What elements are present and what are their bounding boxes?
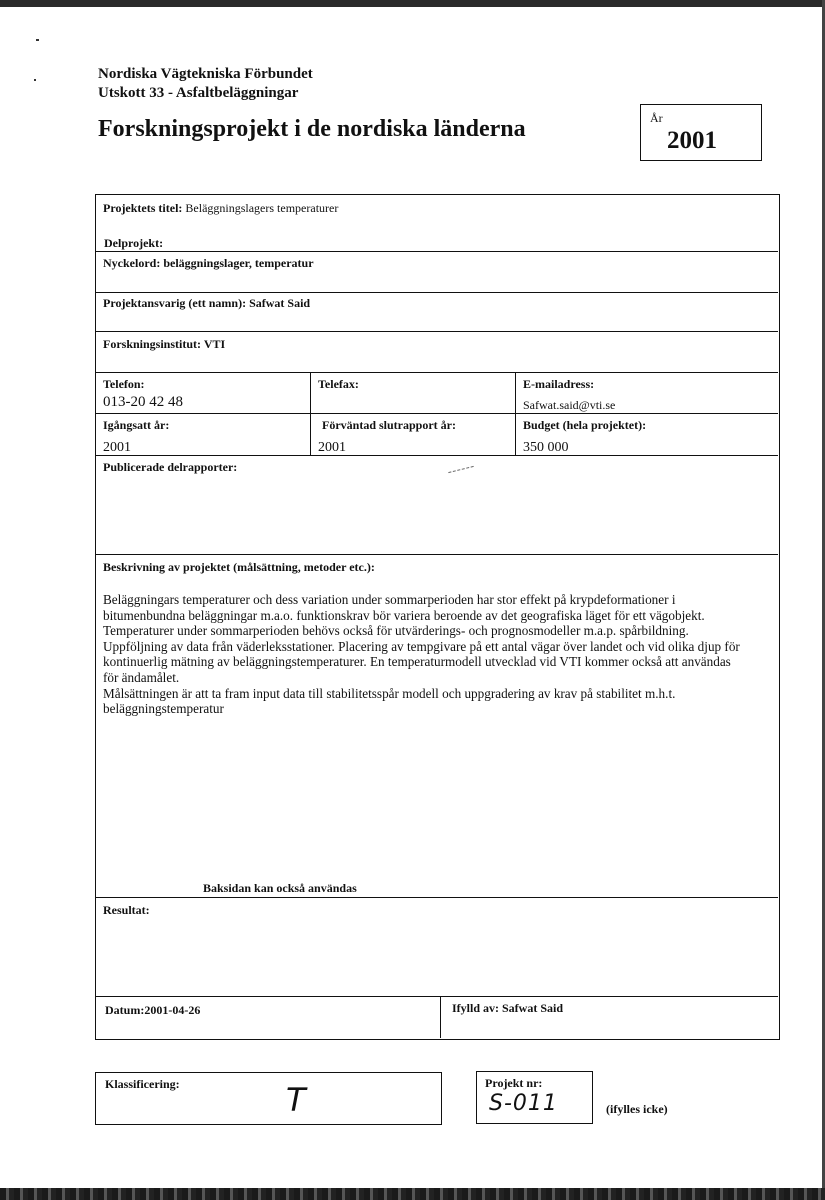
project-number-label: Projekt nr: [485,1076,543,1090]
row-divider [95,251,778,252]
institute-value: VTI [203,337,226,351]
scan-bottom-edge [0,1188,825,1200]
column-divider [310,372,311,455]
column-divider [515,372,516,455]
subproject-label: Delprojekt: [104,236,164,250]
started-value: 2001 [103,440,131,455]
description-line: för ändamålet. [103,669,180,685]
budget-label: Budget (hela projektet): [523,418,647,432]
row-divider [95,372,778,373]
not-filled-note: (ifylles icke) [606,1102,668,1116]
institute-field [103,337,225,352]
expected-report-value: 2001 [318,440,346,455]
responsible-value: Safwat Said [249,296,311,310]
project-title-label: Projektets titel: [103,201,183,215]
row-divider [95,554,778,555]
responsible-field [103,296,310,311]
row-divider [95,897,778,898]
row-divider [95,996,778,997]
project-title-field [103,201,338,216]
scan-speck [34,79,36,81]
institute-label: Forskningsinstitut: [103,337,202,351]
published-reports-label: Publicerade delrapporter: [103,460,238,474]
project-title-value: Beläggningslagers temperaturer [185,201,339,215]
backside-note: Baksidan kan också användas [203,881,357,895]
phone-label: Telefon: [103,377,145,391]
row-divider [95,331,778,332]
phone-value: 013-20 42 48 [103,394,183,410]
classification-value: T [286,1081,306,1119]
expected-report-label: Förväntad slutrapport år: [322,418,456,432]
date-field: Datum:2001-04-26 [105,1003,201,1017]
description-line: Målsättningen är att ta fram input data till stabilitetsspår modell och uppgradering av krav på stabilitet m.h.t. [103,685,676,701]
scan-top-edge [0,0,825,7]
description-line: beläggningstemperatur [103,701,224,717]
classification-box [95,1072,442,1125]
row-divider [95,292,778,293]
responsible-label: Projektansvarig (ett namn): [103,296,247,310]
organization-name: Nordiska Vägtekniska Förbundet [98,66,313,82]
description-text [103,592,793,717]
year-value: 2001 [667,127,717,154]
description-line: Beläggningars temperaturer och dess variation under sommarperioden har stor effekt på krypdeformationer i [103,592,676,607]
project-number-value: S-011 [489,1091,558,1116]
keywords-label: Nyckelord: [103,256,161,270]
email-value: Safwat.said@vti.se [523,398,616,412]
budget-value: 350 000 [523,440,569,455]
keywords-value: beläggningslager, temperatur [163,256,314,270]
started-label: Igångsatt år: [103,418,170,432]
scan-speck [36,39,39,41]
project-number-box [476,1071,593,1124]
result-label: Resultat: [103,903,150,917]
description-line: bitumenbundna beläggningar m.a.o. funktionskrav bör variera beroende av det geografiska läget för ett vägobjekt. [103,607,705,623]
row-divider [95,413,778,414]
keywords-field [103,256,314,271]
column-divider [440,996,441,1038]
page-title: Forskningsprojekt i de nordiska länderna [98,116,526,142]
classification-label: Klassificering: [105,1077,180,1091]
year-label: År [650,111,663,125]
fax-label: Telefax: [318,377,359,391]
description-line: kontinuerlig mätning av beläggningstemperaturer. En temperaturmodell utvecklad vid VTI kommer också att användas [103,654,731,670]
description-line: Uppföljning av data från väderleksstationer. Placering av tempgivare på ett antal vägar över landet och vid olika djup för [103,638,740,654]
row-divider [95,455,778,456]
description-label: Beskrivning av projektet (målsättning, metoder etc.): [103,560,375,574]
filled-by-field: Ifylld av: Safwat Said [452,1001,564,1015]
email-label: E-mailadress: [523,377,595,391]
year-box [640,104,762,161]
description-line: Temperaturer under sommarperioden behövs också för utvärderings- och prognosmodeller m.a.p. spårbildning. [103,623,689,639]
committee-name: Utskott 33 - Asfaltbeläggningar [98,85,299,101]
